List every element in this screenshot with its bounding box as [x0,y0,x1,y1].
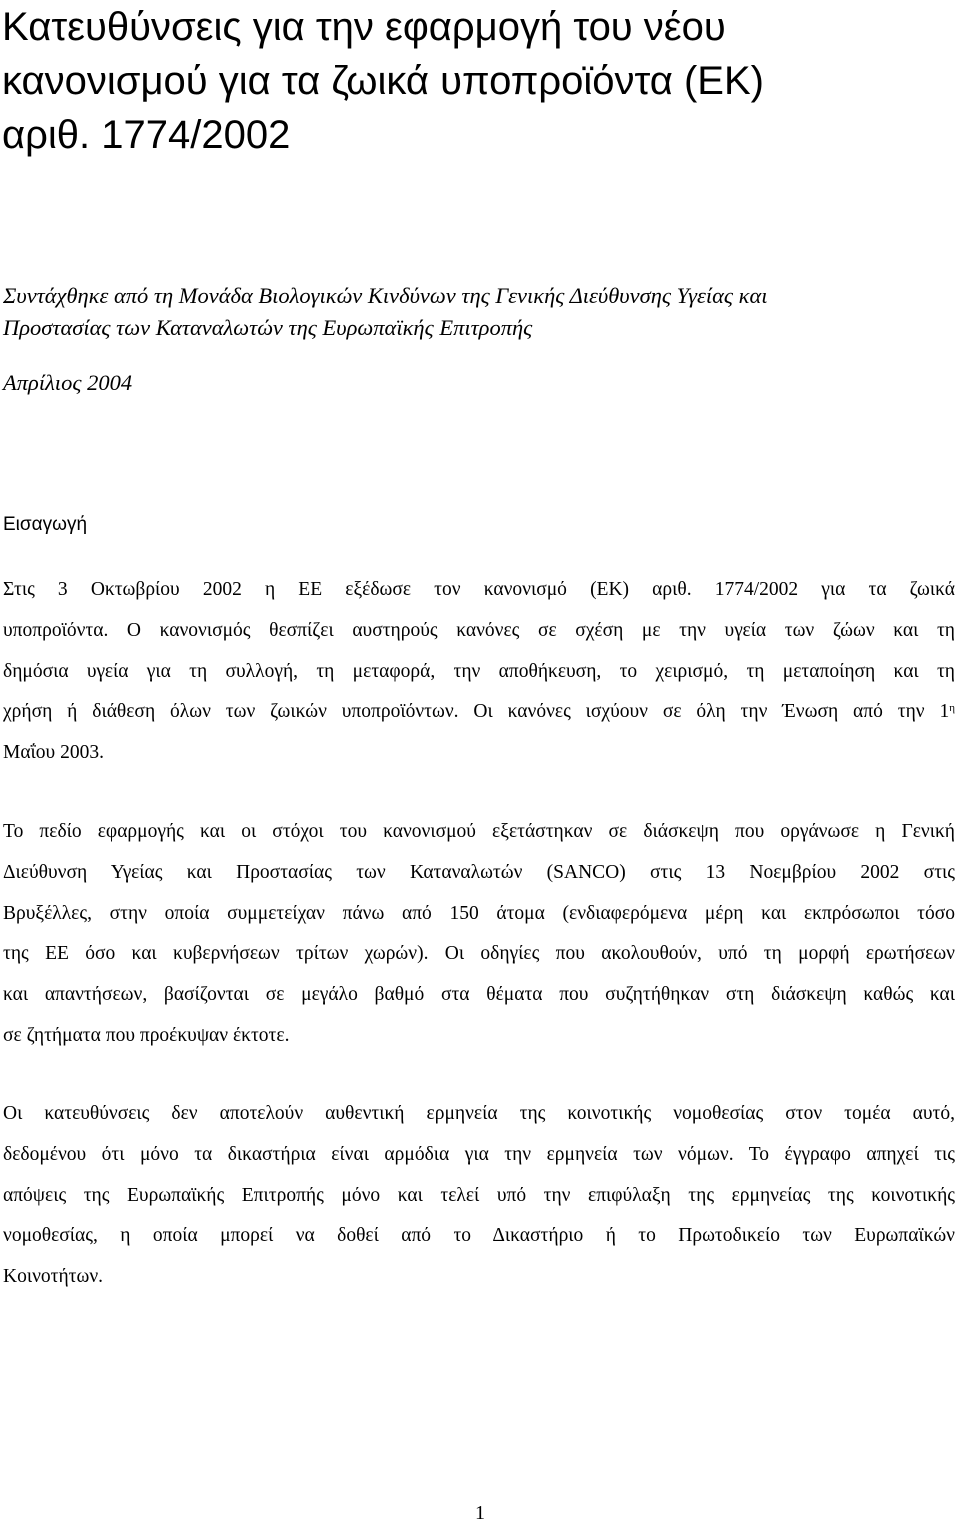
paragraph-1 [3,570,955,774]
paragraph-2 [3,812,955,1057]
section-heading-introduction: Εισαγωγή [3,514,88,535]
paragraph-line: δημόσια υγεία για τη συλλογή, τη μεταφορά, την αποθήκευση, το χειρισμό, τη μεταποίηση και τη [3,660,955,682]
ordinal-superscript: η [949,702,955,715]
paragraph-line-text: χρήση ή διάθεση όλων των ζωικών υποπροϊόντων. Οι κανόνες ισχύουν σε όλη την Ένωση από την 1 [3,701,950,723]
paragraph-line: Στις 3 Οκτωβρίου 2002 η ΕΕ εξέδωσε τον κανονισμό (ΕΚ) αριθ. 1774/2002 για τα ζωικά [3,579,955,600]
paragraph-line: σε ζητήματα που προέκυψαν έκτοτε. [3,1024,290,1046]
compiled-by-note [3,280,958,344]
paragraph-line: Κοινοτήτων. [3,1266,104,1288]
publication-date: Απρίλιος 2004 [3,370,133,395]
paragraph-line: δεδομένου ότι μόνο τα δικαστήρια είναι αρμόδια για την ερμηνεία των νόμων. Το έγγραφο απηχεί τις [3,1143,955,1165]
paragraph-line: Διεύθυνση Υγείας και Προστασίας των Καταναλωτών (SANCO) στις 13 Νοεμβρίου 2002 στις [3,861,955,883]
paragraph-line: απόψεις της Ευρωπαϊκής Επιτροπής μόνο και τελεί υπό την επιφύλαξη της ερμηνείας της κοινοτικής [3,1184,955,1206]
paragraph-line-with-superscript [3,692,955,733]
document-title [2,0,958,162]
document-title-line: Κατευθύνσεις για την εφαρμογή του νέου [2,5,726,49]
paragraph-line: Το πεδίο εφαρμογής και οι στόχοι του κανονισμού εξετάστηκαν σε διάσκεψη που οργάνωσε η Γενική [3,821,955,842]
compiled-by-line: Συντάχθηκε από τη Μονάδα Βιολογικών Κινδύνων της Γενικής Διεύθυνσης Υγείας και [3,283,768,308]
document-title-line: αριθ. 1774/2002 [2,113,291,157]
paragraph-line: Μαΐου 2003. [3,742,104,764]
paragraph-line: υποπροϊόντα. Ο κανονισμός θεσπίζει αυστηρούς κανόνες σε σχέση με την υγεία των ζώων και τη [3,619,955,641]
page-number: 1 [475,1502,485,1524]
paragraph-line: της ΕΕ όσο και κυβερνήσεων τρίτων χωρών). Οι οδηγίες που ακολουθούν, υπό τη μορφή ερωτήσεων [3,943,955,965]
paragraph-line: και απαντήσεων, βασίζονται σε μεγάλο βαθμό στα θέματα που συζητήθηκαν στη διάσκεψη καθώς και [3,984,955,1006]
paragraph-line: νομοθεσίας, η οποία μπορεί να δοθεί από το Δικαστήριο ή το Πρωτοδικείο των Ευρωπαϊκών [3,1225,955,1247]
paragraph-line: Βρυξέλλες, στην οποία συμμετείχαν πάνω από 150 άτομα (ενδιαφερόμενα μέρη και εκπρόσωποι τόσο [3,902,955,924]
compiled-by-line: Προστασίας των Καταναλωτών της Ευρωπαϊκής Επιτροπής [3,315,533,340]
document-title-line: κανονισμού για τα ζωικά υποπροϊόντα (ΕΚ) [2,59,764,103]
paragraph-line: Οι κατευθύνσεις δεν αποτελούν αυθεντική ερμηνεία της κοινοτικής νομοθεσίας στον τομέα αυτό, [3,1103,955,1124]
paragraph-3 [3,1094,955,1298]
